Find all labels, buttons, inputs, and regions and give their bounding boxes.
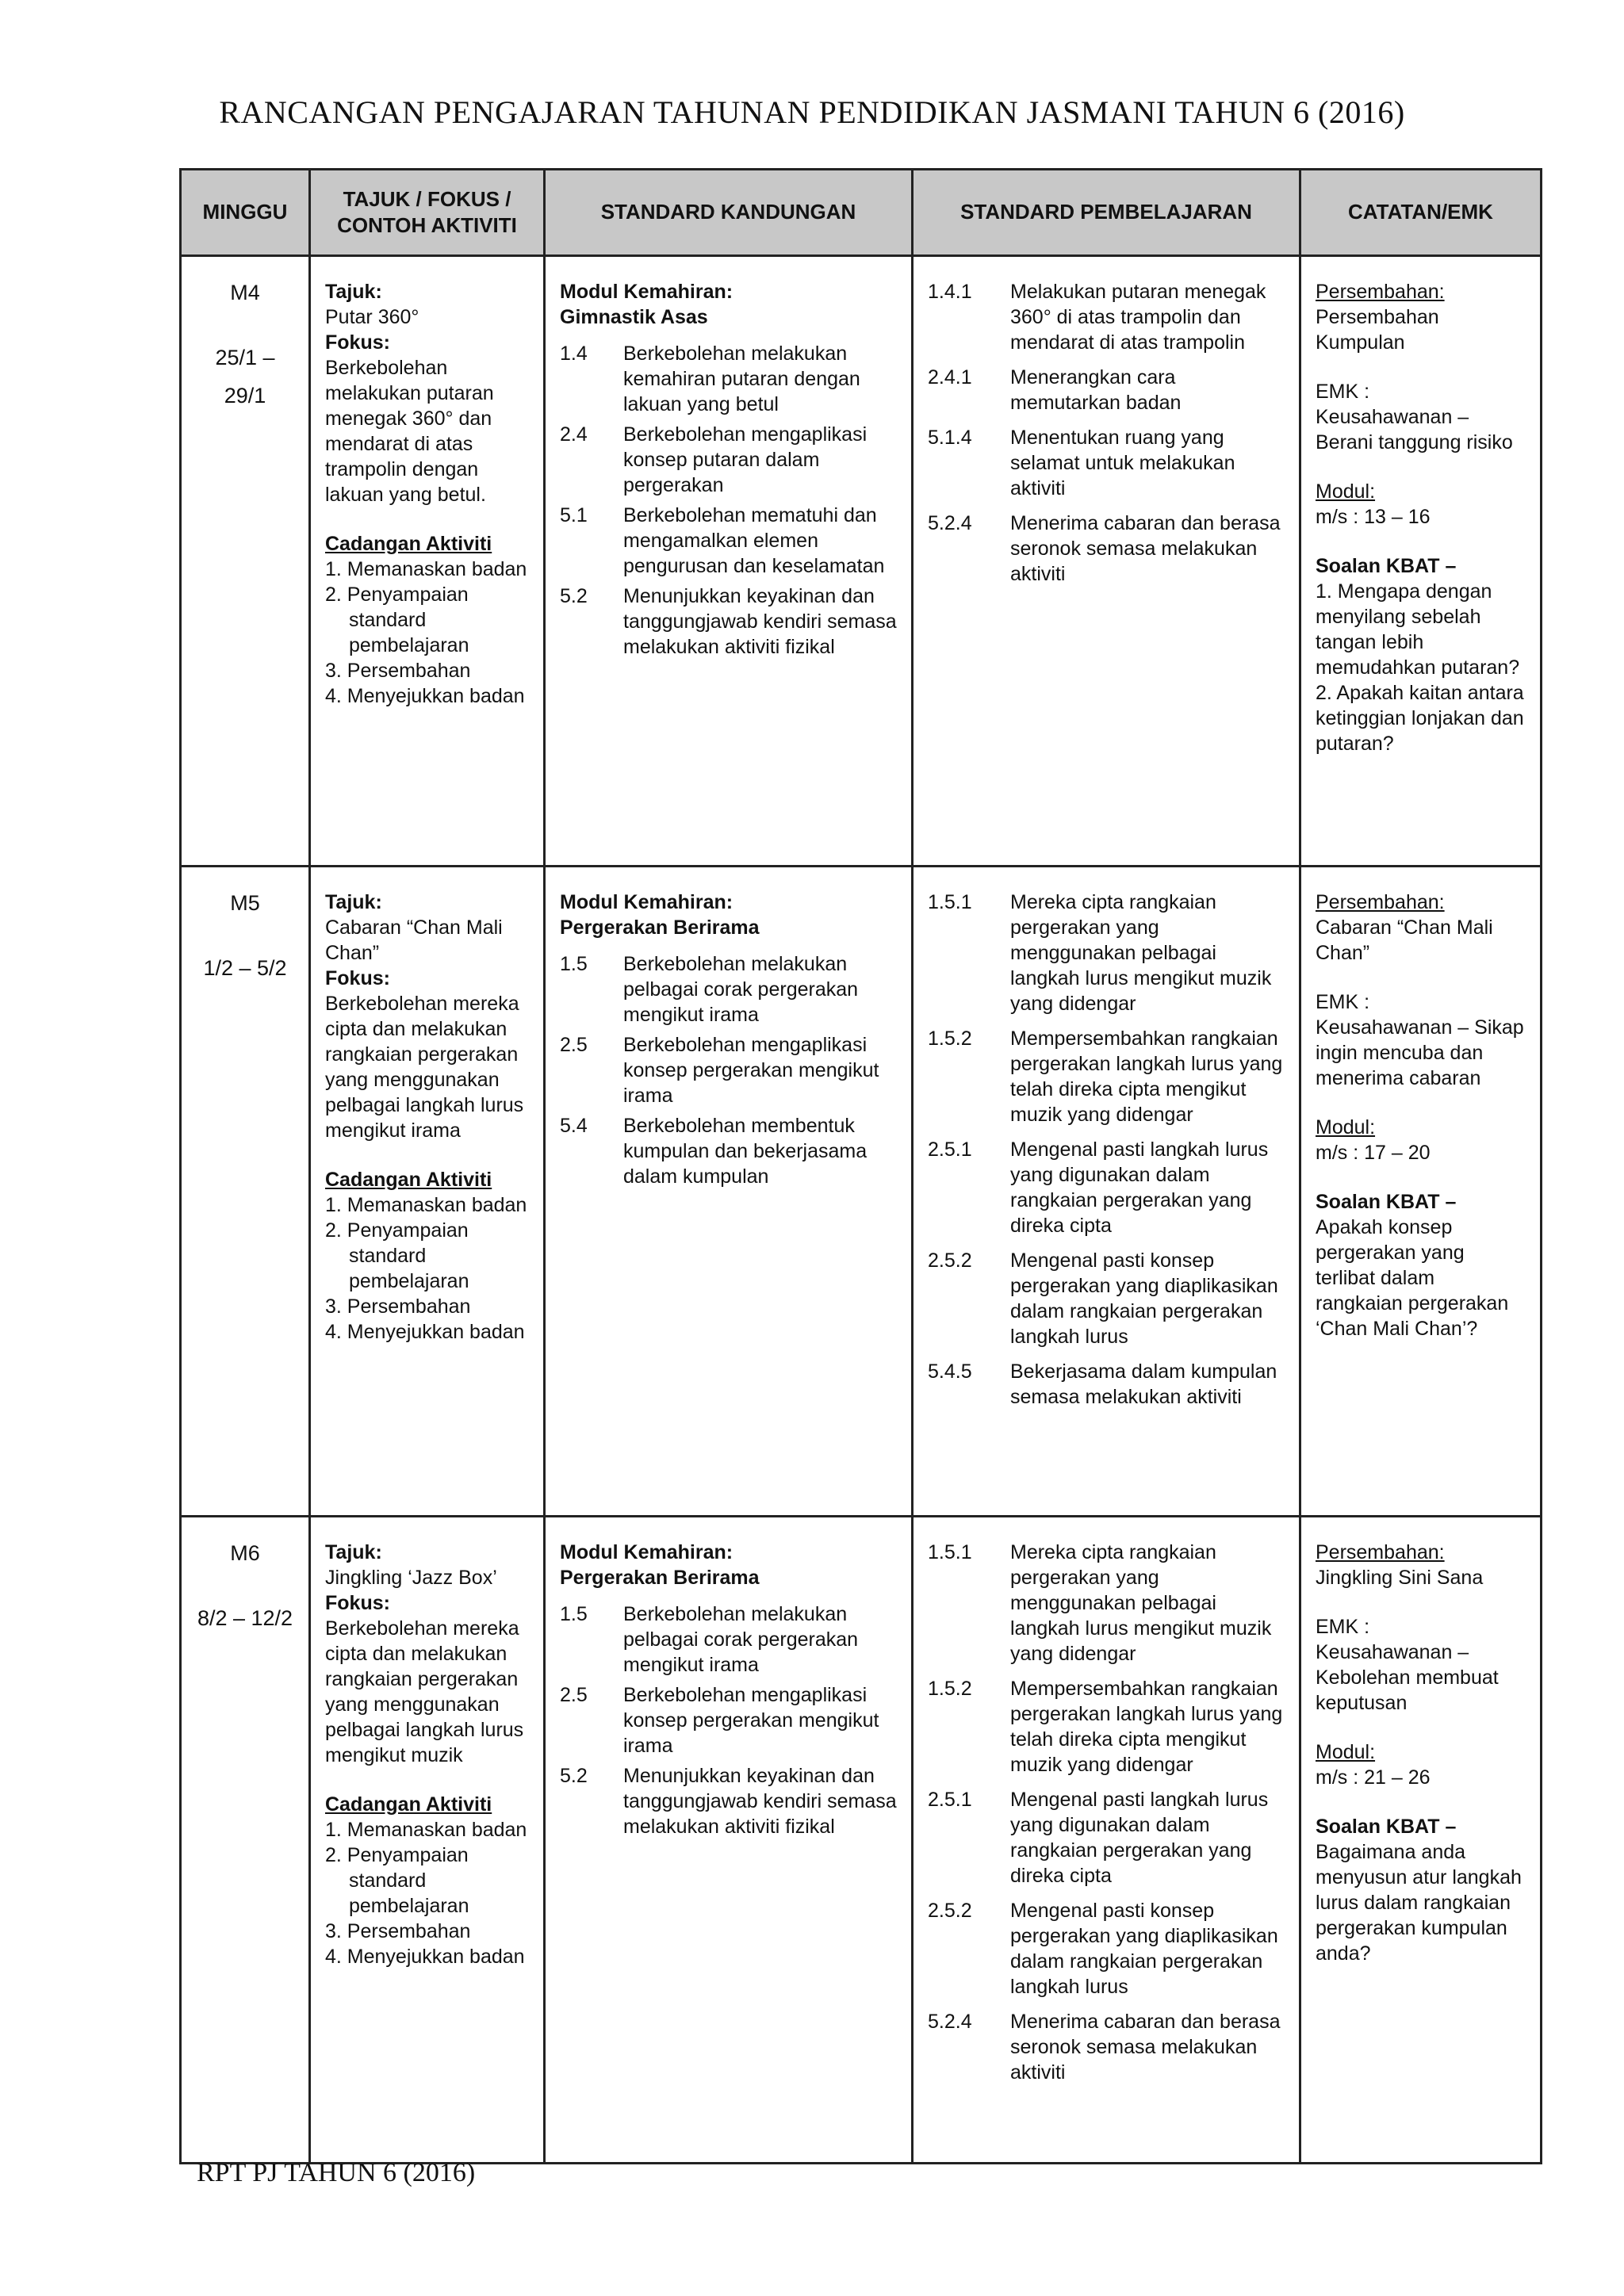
modul-name: Pergerakan Berirama: [560, 1567, 760, 1589]
standard-number: 2.4: [560, 423, 588, 446]
persembahan-text: Jingkling Sini Sana: [1316, 1567, 1484, 1589]
tajuk-text: Cabaran “Chan Mali Chan”: [325, 916, 503, 964]
standard-number: 1.4: [560, 342, 588, 365]
standard-number: 2.5.1: [928, 1138, 972, 1161]
standard-text: Berkebolehan mengaplikasi konsep pergerakan mengikut irama: [623, 1034, 879, 1107]
page-footer: RPT PJ TAHUN 6 (2016): [197, 2158, 476, 2187]
standard-number: 2.5: [560, 1034, 588, 1056]
catatan-cell: [1300, 867, 1542, 1517]
kbat-question: 1. Mengapa dengan menyilang sebelah tangan lebih memudahkan putaran?: [1316, 580, 1520, 679]
week-date: 1/2 – 5/2: [203, 955, 287, 980]
activity-item: 4. Menyejukkan badan: [325, 1946, 525, 1968]
table-row: [181, 256, 1542, 867]
standard-pembelajaran-cell: [913, 256, 1300, 867]
week-label: M6: [230, 1541, 260, 1565]
header-standard-pembelajaran: STANDARD PEMBELAJARAN: [913, 170, 1300, 256]
activity-item: 1. Memanaskan badan: [325, 558, 527, 580]
standard-pembelajaran-item: [928, 1787, 1285, 1888]
standard-number: 5.2.4: [928, 512, 972, 534]
emk-label: EMK :: [1316, 1616, 1370, 1638]
soalan-kbat-label: Soalan KBAT –: [1316, 1191, 1457, 1213]
persembahan-label: Persembahan:: [1316, 891, 1445, 913]
standard-kandungan-item: [560, 1763, 897, 1839]
standard-pembelajaran-item: [928, 2009, 1285, 2085]
soalan-kbat-label: Soalan KBAT –: [1316, 555, 1457, 577]
activity-item: 3. Persembahan: [325, 1295, 471, 1318]
standard-number: 2.5.2: [928, 1900, 972, 1922]
standard-text: Melakukan putaran menegak 360° di atas trampolin dan mendarat di atas trampolin: [1010, 281, 1266, 354]
week-label: M5: [230, 891, 260, 915]
fokus-label: Fokus:: [325, 967, 390, 989]
activity-item: 3. Persembahan: [325, 660, 471, 682]
standard-text: Berkebolehan melakukan pelbagai corak pergerakan mengikut irama: [623, 1603, 859, 1676]
spacer: [1316, 1165, 1526, 1189]
activity-list: [325, 557, 529, 709]
modul-ref-label: Modul:: [1316, 1741, 1376, 1763]
standard-text: Berkebolehan melakukan kemahiran putaran dengan lakuan yang betul: [623, 342, 860, 415]
fokus-text: Berkebolehan mereka cipta dan melakukan rangkaian pergerakan yang menggunakan pelbagai langkah lurus mengikut irama: [325, 993, 524, 1142]
kbat-question: Bagaimana anda menyusun atur langkah lurus dalam rangkaian pergerakan kumpulan anda?: [1316, 1841, 1522, 1965]
standard-kandungan-cell: [545, 1517, 913, 2164]
spacer: [325, 507, 529, 531]
emk-text: Keusahawanan – Berani tanggung risiko: [1316, 406, 1513, 453]
header-standard-kandungan: STANDARD KANDUNGAN: [545, 170, 913, 256]
spacer: [1316, 1091, 1526, 1115]
standard-number: 1.5.1: [928, 1541, 972, 1563]
persembahan-label: Persembahan:: [1316, 1541, 1445, 1563]
week-cell: [181, 1517, 310, 2164]
standard-text: Berkebolehan melakukan pelbagai corak pergerakan mengikut irama: [623, 953, 859, 1026]
activity-item: 2. Penyampaian standard pembelajaran: [325, 1844, 469, 1917]
tajuk-cell: [310, 256, 545, 867]
modul-ref-text: m/s : 13 – 16: [1316, 506, 1431, 528]
standard-text: Mereka cipta rangkaian pergerakan yang menggunakan pelbagai langkah lurus mengikut muzik yang didengar: [1010, 1541, 1272, 1665]
modul-name: Gimnastik Asas: [560, 306, 708, 328]
activity-item: 4. Menyejukkan badan: [325, 1321, 525, 1343]
modul-ref-text: m/s : 21 – 26: [1316, 1766, 1431, 1789]
cadangan-aktiviti-label: Cadangan Aktiviti: [325, 1793, 492, 1816]
activity-item: 2. Penyampaian standard pembelajaran: [325, 1219, 469, 1292]
standard-pembelajaran-item: [928, 425, 1285, 501]
week-label: M4: [230, 281, 260, 304]
activity-list: [325, 1192, 529, 1345]
standard-number: 5.2.4: [928, 2011, 972, 2033]
modul-kemahiran-label: Modul Kemahiran:: [560, 891, 733, 913]
standard-pembelajaran-item: [928, 1248, 1285, 1349]
standard-kandungan-cell: [545, 867, 913, 1517]
standard-text: Menunjukkan keyakinan dan tanggungjawab kendiri semasa melakukan aktiviti fizikal: [623, 585, 897, 658]
standard-kandungan-item: [560, 951, 897, 1027]
standard-number: 1.5.2: [928, 1027, 972, 1050]
fokus-label: Fokus:: [325, 1592, 390, 1614]
standard-number: 5.2: [560, 1765, 588, 1787]
activity-item: 1. Memanaskan badan: [325, 1194, 527, 1216]
standard-text: Berkebolehan mengaplikasi konsep pergerakan mengikut irama: [623, 1684, 879, 1757]
standard-pembelajaran-item: [928, 279, 1285, 355]
activity-item: 4. Menyejukkan badan: [325, 685, 525, 707]
header-row: [181, 170, 1542, 256]
standard-kandungan-item: [560, 341, 897, 417]
modul-name: Pergerakan Berirama: [560, 916, 760, 939]
tajuk-cell: [310, 1517, 545, 2164]
modul-kemahiran-label: Modul Kemahiran:: [560, 1541, 733, 1563]
header-catatan-emk: CATATAN/EMK: [1300, 170, 1542, 256]
standard-text: Mereka cipta rangkaian pergerakan yang menggunakan pelbagai langkah lurus mengikut muzik yang didengar: [1010, 891, 1272, 1015]
standard-kandungan-item: [560, 1601, 897, 1678]
week-cell: [181, 867, 310, 1517]
standard-pembelajaran-cell: [913, 1517, 1300, 2164]
header-tajuk: TAJUK / FOKUS / CONTOH AKTIVITI: [310, 170, 545, 256]
standard-number: 5.2: [560, 585, 588, 607]
standard-pembelajaran-item: [928, 1676, 1285, 1777]
week-date: 25/1 – 29/1: [215, 345, 275, 408]
fokus-text: Berkebolehan mereka cipta dan melakukan rangkaian pergerakan yang menggunakan pelbagai langkah lurus mengikut muzik: [325, 1617, 524, 1766]
standard-number: 2.5.2: [928, 1249, 972, 1272]
rpt-table: [179, 168, 1542, 2164]
standard-text: Berkebolehan mematuhi dan mengamalkan elemen pengurusan dan keselamatan: [623, 504, 885, 577]
standard-number: 5.4.5: [928, 1360, 972, 1383]
standard-number: 2.5: [560, 1684, 588, 1706]
header-minggu: MINGGU: [181, 170, 310, 256]
standard-number: 2.4.1: [928, 366, 972, 388]
standard-pembelajaran-item: [928, 890, 1285, 1016]
standard-text: Menerima cabaran dan berasa seronok semasa melakukan aktiviti: [1010, 512, 1281, 585]
tajuk-cell: [310, 867, 545, 1517]
standard-text: Menerangkan cara memutarkan badan: [1010, 366, 1182, 414]
spacer: [1316, 455, 1526, 479]
spacer: [1316, 530, 1526, 553]
standard-kandungan-item: [560, 1682, 897, 1758]
standard-pembelajaran-item: [928, 1540, 1285, 1667]
standard-pembelajaran-item: [928, 511, 1285, 587]
standard-text: Menerima cabaran dan berasa seronok semasa melakukan aktiviti: [1010, 2011, 1281, 2084]
table-row: [181, 1517, 1542, 2164]
persembahan-text: Cabaran “Chan Mali Chan”: [1316, 916, 1493, 964]
standard-kandungan-item: [560, 422, 897, 498]
persembahan-text: Persembahan Kumpulan: [1316, 306, 1439, 354]
activity-item: 2. Penyampaian standard pembelajaran: [325, 584, 469, 656]
spacer: [1316, 966, 1526, 989]
standard-number: 5.1: [560, 504, 588, 526]
standard-kandungan-cell: [545, 256, 913, 867]
tajuk-label: Tajuk:: [325, 281, 382, 303]
spacer: [325, 1768, 529, 1792]
standard-text: Menunjukkan keyakinan dan tanggungjawab kendiri semasa melakukan aktiviti fizikal: [623, 1765, 897, 1838]
standard-text: Mempersembahkan rangkaian pergerakan langkah lurus yang telah direka cipta mengikut muzik yang didengar: [1010, 1678, 1283, 1776]
standard-pembelajaran-item: [928, 1137, 1285, 1238]
standard-kandungan-item: [560, 503, 897, 579]
tajuk-text: Putar 360°: [325, 306, 419, 328]
standard-pembelajaran-item: [928, 365, 1285, 415]
standard-text: Bekerjasama dalam kumpulan semasa melakukan aktiviti: [1010, 1360, 1277, 1408]
standard-number: 1.4.1: [928, 281, 972, 303]
standard-number: 1.5: [560, 1603, 588, 1625]
spacer: [1316, 355, 1526, 379]
standard-kandungan-item: [560, 1032, 897, 1108]
standard-text: Mengenal pasti konsep pergerakan yang diaplikasikan dalam rangkaian pergerakan langkah lurus: [1010, 1900, 1278, 1998]
cadangan-aktiviti-label: Cadangan Aktiviti: [325, 533, 492, 555]
activity-item: 3. Persembahan: [325, 1920, 471, 1942]
week-date: 8/2 – 12/2: [197, 1605, 293, 1630]
standard-text: Mempersembahkan rangkaian pergerakan langkah lurus yang telah direka cipta mengikut muzik yang didengar: [1010, 1027, 1283, 1126]
modul-ref-text: m/s : 17 – 20: [1316, 1142, 1431, 1164]
standard-text: Mengenal pasti langkah lurus yang digunakan dalam rangkaian pergerakan yang direka cipta: [1010, 1138, 1269, 1237]
page-title: RANCANGAN PENGAJARAN TAHUNAN PENDIDIKAN JASMANI TAHUN 6 (2016): [219, 94, 1405, 130]
standard-text: Berkebolehan membentuk kumpulan dan bekerjasama dalam kumpulan: [623, 1115, 868, 1188]
modul-kemahiran-label: Modul Kemahiran:: [560, 281, 733, 303]
standard-text: Mengenal pasti konsep pergerakan yang diaplikasikan dalam rangkaian pergerakan langkah lurus: [1010, 1249, 1278, 1348]
week-cell: [181, 256, 310, 867]
standard-pembelajaran-item: [928, 1898, 1285, 1999]
standard-number: 1.5.2: [928, 1678, 972, 1700]
spacer: [1316, 1716, 1526, 1739]
table-row: [181, 867, 1542, 1517]
emk-text: Keusahawanan – Kebolehan membuat keputusan: [1316, 1641, 1499, 1714]
spacer: [325, 1143, 529, 1167]
spacer: [1316, 1790, 1526, 1814]
activity-item: 1. Memanaskan badan: [325, 1819, 527, 1841]
fokus-text: Berkebolehan melakukan putaran menegak 360° dan mendarat di atas trampolin dengan lakuan yang betul.: [325, 357, 494, 506]
standard-number: 1.5: [560, 953, 588, 975]
tajuk-text: Jingkling ‘Jazz Box’: [325, 1567, 497, 1589]
standard-number: 5.1.4: [928, 427, 972, 449]
kbat-question: Apakah konsep pergerakan yang terlibat dalam rangkaian pergerakan ‘Chan Mali Chan’?: [1316, 1216, 1509, 1340]
emk-label: EMK :: [1316, 991, 1370, 1013]
soalan-kbat-label: Soalan KBAT –: [1316, 1816, 1457, 1838]
emk-label: EMK :: [1316, 381, 1370, 403]
standard-pembelajaran-cell: [913, 867, 1300, 1517]
catatan-cell: [1300, 256, 1542, 867]
standard-pembelajaran-item: [928, 1359, 1285, 1410]
spacer: [1316, 1590, 1526, 1614]
standard-kandungan-item: [560, 584, 897, 660]
fokus-label: Fokus:: [325, 331, 390, 354]
modul-ref-label: Modul:: [1316, 1116, 1376, 1138]
emk-text: Keusahawanan – Sikap ingin mencuba dan menerima cabaran: [1316, 1016, 1524, 1089]
standard-number: 2.5.1: [928, 1789, 972, 1811]
standard-text: Menentukan ruang yang selamat untuk melakukan aktiviti: [1010, 427, 1235, 499]
standard-text: Mengenal pasti langkah lurus yang digunakan dalam rangkaian pergerakan yang direka cipta: [1010, 1789, 1269, 1887]
standard-number: 5.4: [560, 1115, 588, 1137]
standard-text: Berkebolehan mengaplikasi konsep putaran dalam pergerakan: [623, 423, 868, 496]
modul-ref-label: Modul:: [1316, 480, 1376, 503]
tajuk-label: Tajuk:: [325, 891, 382, 913]
activity-list: [325, 1817, 529, 1969]
standard-number: 1.5.1: [928, 891, 972, 913]
kbat-question: 2. Apakah kaitan antara ketinggian lonjakan dan putaran?: [1316, 682, 1524, 755]
standard-kandungan-item: [560, 1113, 897, 1189]
catatan-cell: [1300, 1517, 1542, 2164]
standard-pembelajaran-item: [928, 1026, 1285, 1127]
cadangan-aktiviti-label: Cadangan Aktiviti: [325, 1169, 492, 1191]
persembahan-label: Persembahan:: [1316, 281, 1445, 303]
tajuk-label: Tajuk:: [325, 1541, 382, 1563]
